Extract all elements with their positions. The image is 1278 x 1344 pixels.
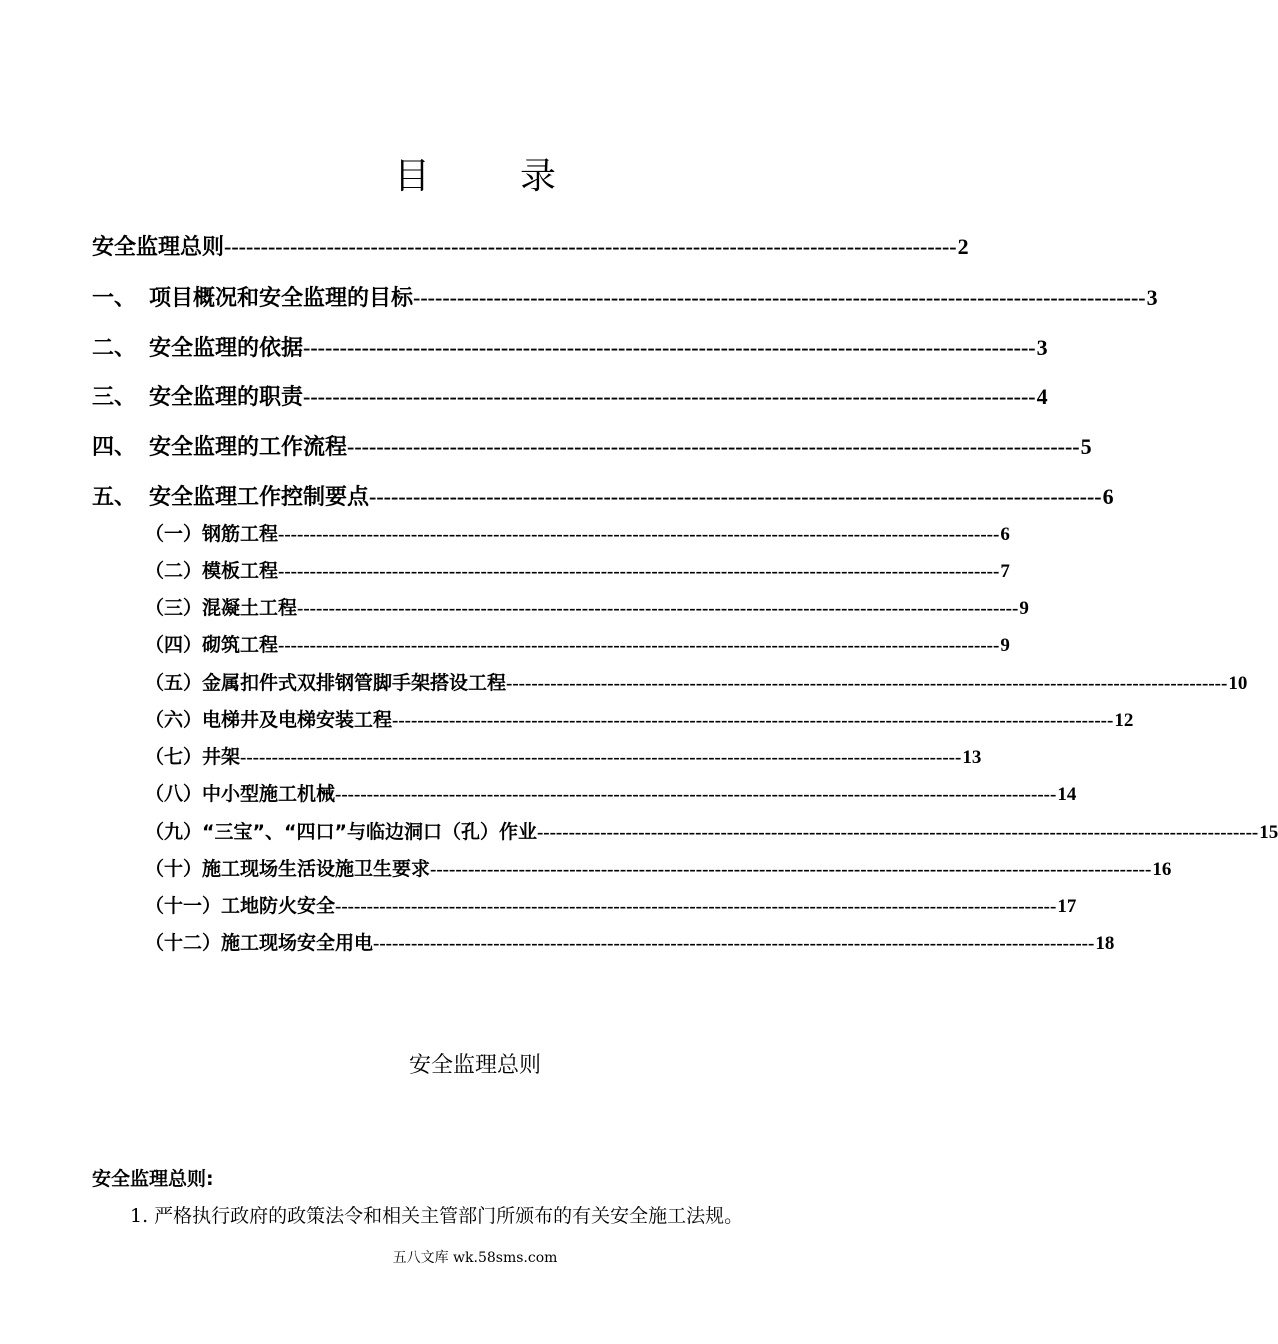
toc-subentry[interactable] — [145, 593, 1029, 619]
toc-entry-label: 安全监理的依据 — [149, 336, 304, 361]
toc-entry-label: 安全监理工作控制要点 — [149, 485, 370, 510]
toc-subentry-label: （十一）工地防火安全 — [145, 895, 336, 917]
body-paragraph: 1. 严格执行政府的政策法令和相关主管部门所颁布的有关安全施工法规。 — [130, 1205, 744, 1227]
toc-subentry[interactable] — [145, 779, 1077, 805]
toc-subentry-page: 13 — [962, 747, 982, 768]
toc-subentry[interactable] — [145, 630, 1010, 656]
toc-subentry[interactable] — [145, 556, 1010, 582]
toc-title — [0, 148, 950, 199]
toc-entry[interactable] — [92, 480, 1114, 510]
toc-subentry-page: 15 — [1259, 822, 1278, 843]
section-heading: 安全监理总则 — [408, 1053, 541, 1078]
toc-entry-number: 三、 — [92, 385, 137, 410]
toc-entry-page: 3 — [1146, 285, 1158, 310]
toc-subentry-page: 14 — [1057, 784, 1077, 805]
toc-subentry-page: 7 — [1000, 561, 1010, 582]
toc-leader-dots: ---------------------------------------------------------------------------------------------------- — [303, 335, 1036, 360]
toc-leader-dots: ------------------------------------------------------------------------------------------------------------------ — [240, 747, 962, 768]
toc-entry-label: 安全监理的工作流程 — [149, 435, 348, 460]
toc-leader-dots: ------------------------------------------------------------------------------------------------------------------ — [335, 784, 1057, 805]
toc-subentry[interactable] — [145, 668, 1248, 694]
toc-subentry-page: 18 — [1095, 933, 1115, 954]
toc-entry[interactable] — [92, 230, 969, 260]
toc-subentry[interactable] — [145, 742, 982, 768]
page-footer: 五八文库 wk.58sms.com — [392, 1250, 558, 1266]
toc-subentry[interactable] — [145, 854, 1172, 880]
toc-leader-dots: ------------------------------------------------------------------------------------------------------------------ — [278, 561, 1000, 582]
toc-subentry-label: （三）混凝土工程 — [145, 597, 298, 619]
toc-leader-dots: ---------------------------------------------------------------------------------------------------- — [303, 384, 1036, 409]
toc-leader-dots: ------------------------------------------------------------------------------------------------------------------ — [373, 933, 1095, 954]
toc-leader-dots: ---------------------------------------------------------------------------------------------------- — [224, 234, 957, 259]
toc-subentry-label: （九）“三宝”、“四口”与临边洞口（孔）作业 — [145, 821, 537, 843]
toc-subentry-label: （五）金属扣件式双排钢管脚手架搭设工程 — [145, 672, 507, 694]
toc-subentry-label: （八）中小型施工机械 — [145, 783, 336, 805]
toc-entry-number: 五、 — [92, 485, 137, 510]
sub-heading: 安全监理总则: — [92, 1168, 214, 1190]
toc-subentry[interactable] — [145, 928, 1115, 954]
toc-subentry-page: 10 — [1228, 673, 1248, 694]
toc-entry[interactable] — [92, 281, 1158, 311]
toc-subentry[interactable] — [145, 891, 1077, 917]
toc-subentry-label: （十）施工现场生活设施卫生要求 — [145, 858, 431, 880]
toc-entry-page: 2 — [957, 234, 969, 259]
toc-entry-page: 4 — [1036, 384, 1048, 409]
toc-subentry-page: 12 — [1114, 710, 1134, 731]
toc-subentry-label: （四）砌筑工程 — [145, 634, 279, 656]
toc-entry-page: 5 — [1080, 434, 1092, 459]
toc-leader-dots: ------------------------------------------------------------------------------------------------------------------ — [536, 822, 1259, 843]
toc-subentry[interactable] — [145, 817, 1278, 843]
toc-title-left: 目 — [393, 156, 430, 197]
toc-leader-dots: ------------------------------------------------------------------------------------------------------------------ — [430, 859, 1152, 880]
toc-entry[interactable] — [92, 430, 1092, 460]
toc-subentry-label: （六）电梯井及电梯安装工程 — [145, 709, 393, 731]
toc-leader-dots: ------------------------------------------------------------------------------------------------------------------ — [278, 635, 1000, 656]
toc-entry-number: 一、 — [92, 286, 137, 311]
toc-entry-label: 安全监理的职责 — [149, 385, 304, 410]
toc-entry-page: 6 — [1102, 484, 1114, 509]
toc-subentry-page: 9 — [1000, 635, 1010, 656]
toc-leader-dots: ---------------------------------------------------------------------------------------------------- — [347, 434, 1080, 459]
toc-leader-dots: ------------------------------------------------------------------------------------------------------------------ — [335, 896, 1057, 917]
toc-leader-dots: ---------------------------------------------------------------------------------------------------- — [413, 285, 1146, 310]
toc-entry-number: 二、 — [92, 336, 137, 361]
toc-entry[interactable] — [92, 331, 1048, 361]
toc-entry[interactable] — [92, 380, 1048, 410]
toc-title-right: 录 — [520, 156, 557, 197]
toc-subentry-label: （十二）施工现场安全用电 — [145, 932, 374, 954]
toc-entry-page: 3 — [1036, 335, 1048, 360]
toc-leader-dots: ---------------------------------------------------------------------------------------------------- — [369, 484, 1102, 509]
toc-subentry-label: （七）井架 — [145, 746, 241, 768]
toc-subentry-label: （二）模板工程 — [145, 560, 279, 582]
toc-leader-dots: ------------------------------------------------------------------------------------------------------------------ — [392, 710, 1114, 731]
toc-subentry-page: 6 — [1000, 524, 1010, 545]
toc-subentry[interactable] — [145, 705, 1134, 731]
toc-subentry-page: 9 — [1019, 598, 1029, 619]
toc-entry-number: 四、 — [92, 435, 137, 460]
toc-subentry-page: 17 — [1057, 896, 1077, 917]
toc-leader-dots: ------------------------------------------------------------------------------------------------------------------ — [278, 524, 1000, 545]
toc-leader-dots: ------------------------------------------------------------------------------------------------------------------ — [506, 673, 1228, 694]
toc-subentry-label: （一）钢筋工程 — [145, 523, 279, 545]
toc-subentry[interactable] — [145, 519, 1010, 545]
toc-leader-dots: ------------------------------------------------------------------------------------------------------------------ — [297, 598, 1019, 619]
toc-subentry-page: 16 — [1152, 859, 1172, 880]
toc-entry-label: 安全监理总则 — [92, 235, 225, 260]
toc-entry-label: 项目概况和安全监理的目标 — [149, 286, 414, 311]
